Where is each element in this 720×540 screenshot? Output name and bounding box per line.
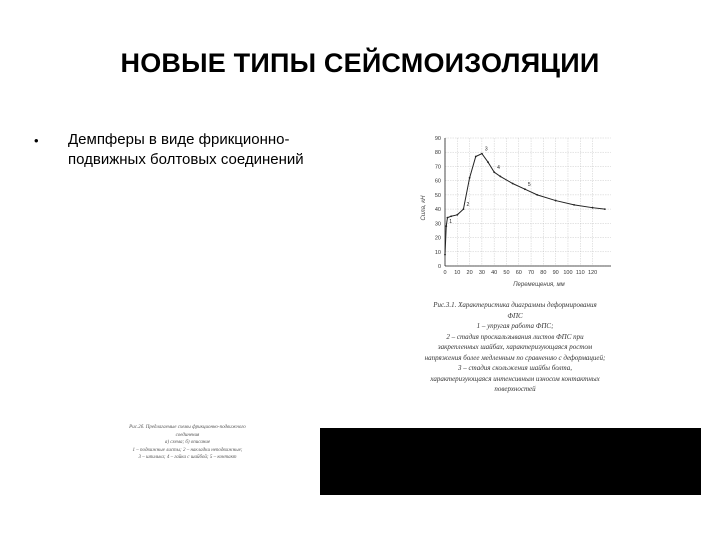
caption-line: напряжения более медленным по сравнению с деформацией; — [424, 353, 606, 362]
data-point — [524, 188, 526, 190]
y-tick-label: 40 — [434, 207, 441, 214]
point-label: 3 — [484, 146, 488, 153]
x-tick-label: 60 — [515, 270, 522, 276]
y-tick-label: 30 — [434, 221, 441, 228]
point-label: 1 — [449, 219, 453, 226]
y-tick-label: 10 — [434, 249, 441, 256]
data-point — [555, 200, 557, 202]
data-point — [450, 215, 452, 217]
caption-line: соединения — [175, 432, 200, 438]
x-tick-label: 80 — [540, 270, 547, 276]
data-point — [512, 183, 514, 185]
point-label: 2 — [466, 202, 470, 209]
x-tick-label: 70 — [528, 270, 535, 276]
x-tick-label: 50 — [503, 270, 510, 276]
caption-line: 1 – упругая работа ФПС; — [476, 322, 554, 330]
y-tick-label: 20 — [434, 235, 441, 242]
data-point — [456, 214, 458, 216]
caption-line: 1 – подвижные листы; 2 – накладки неподвижные; — [132, 447, 243, 453]
data-point — [444, 254, 446, 256]
x-tick-label: 10 — [454, 270, 461, 276]
x-tick-label: 100 — [563, 270, 573, 276]
caption-line: характеризующаяся интенсивным износом контактных — [430, 374, 600, 383]
bullet-marker: • — [34, 133, 39, 148]
y-tick-label: 90 — [434, 136, 441, 142]
y-tick-labels — [435, 136, 441, 270]
bullet-line-2: подвижных болтовых соединений — [68, 151, 304, 168]
bullet-text — [68, 130, 368, 170]
y-tick-label: 80 — [434, 150, 441, 157]
data-point — [445, 225, 447, 227]
x-tick-label: 110 — [575, 270, 585, 276]
x-tick-label: 120 — [587, 270, 598, 276]
caption-line: закрепленных шайбах, характеризующаяся ростом — [437, 343, 593, 351]
data-point — [469, 177, 471, 179]
caption-line: 3 – стадия скольжения шайбы болта, — [458, 364, 572, 372]
x-tick-label: 40 — [491, 270, 498, 276]
caption-line: 3 – шпилька; 4 – гайка с шайбой; 5 – контакт — [138, 455, 237, 460]
y-tick-label: 50 — [434, 192, 441, 199]
caption-line: поверхностей — [494, 385, 536, 393]
data-point — [573, 204, 575, 206]
chart-grid — [445, 138, 611, 266]
data-point — [463, 208, 465, 210]
x-tick-label: 90 — [552, 270, 559, 276]
chart-caption — [405, 300, 625, 395]
caption-line: 2 – стадия проскальзывания листов ФПС при — [446, 332, 584, 341]
x-tick-label: 20 — [466, 270, 473, 276]
caption-line: Рис.3.1. Характеристика диаграммы деформирования — [433, 301, 597, 309]
data-point — [604, 208, 606, 210]
data-point — [536, 194, 538, 196]
data-point — [475, 156, 477, 158]
x-tick-label: 30 — [478, 270, 485, 276]
x-axis-label: Перемещения, мм — [513, 282, 565, 288]
data-point — [493, 171, 495, 173]
y-tick-label: 60 — [434, 178, 441, 185]
y-axis-label: Сила, кН — [421, 195, 427, 221]
data-point — [487, 161, 489, 163]
chart-axes — [445, 138, 611, 266]
data-point — [499, 176, 501, 178]
y-tick-label: 0 — [437, 264, 441, 270]
video-placeholder — [320, 428, 701, 495]
figure-caption-left — [100, 424, 275, 462]
caption-line: а) схема; б) описание — [164, 440, 211, 445]
caption-line: ФПС — [507, 311, 523, 320]
data-point — [481, 153, 483, 155]
data-point — [447, 217, 449, 219]
caption-line: Рис.2б. Предлагаемые схемы фрикционно-подвижного — [129, 425, 246, 430]
slide-title: НОВЫЕ ТИПЫ СЕЙСМОИЗОЛЯЦИИ — [120, 48, 600, 78]
point-label: 4 — [497, 165, 500, 172]
force-displacement-chart — [405, 130, 625, 290]
point-label: 5 — [527, 182, 531, 189]
y-tick-label: 70 — [434, 164, 441, 171]
x-tick-labels — [443, 270, 597, 276]
x-tick-label: 0 — [443, 270, 447, 276]
data-point — [592, 207, 594, 209]
bullet-line-1: Демпферы в виде фрикционно- — [68, 131, 290, 148]
